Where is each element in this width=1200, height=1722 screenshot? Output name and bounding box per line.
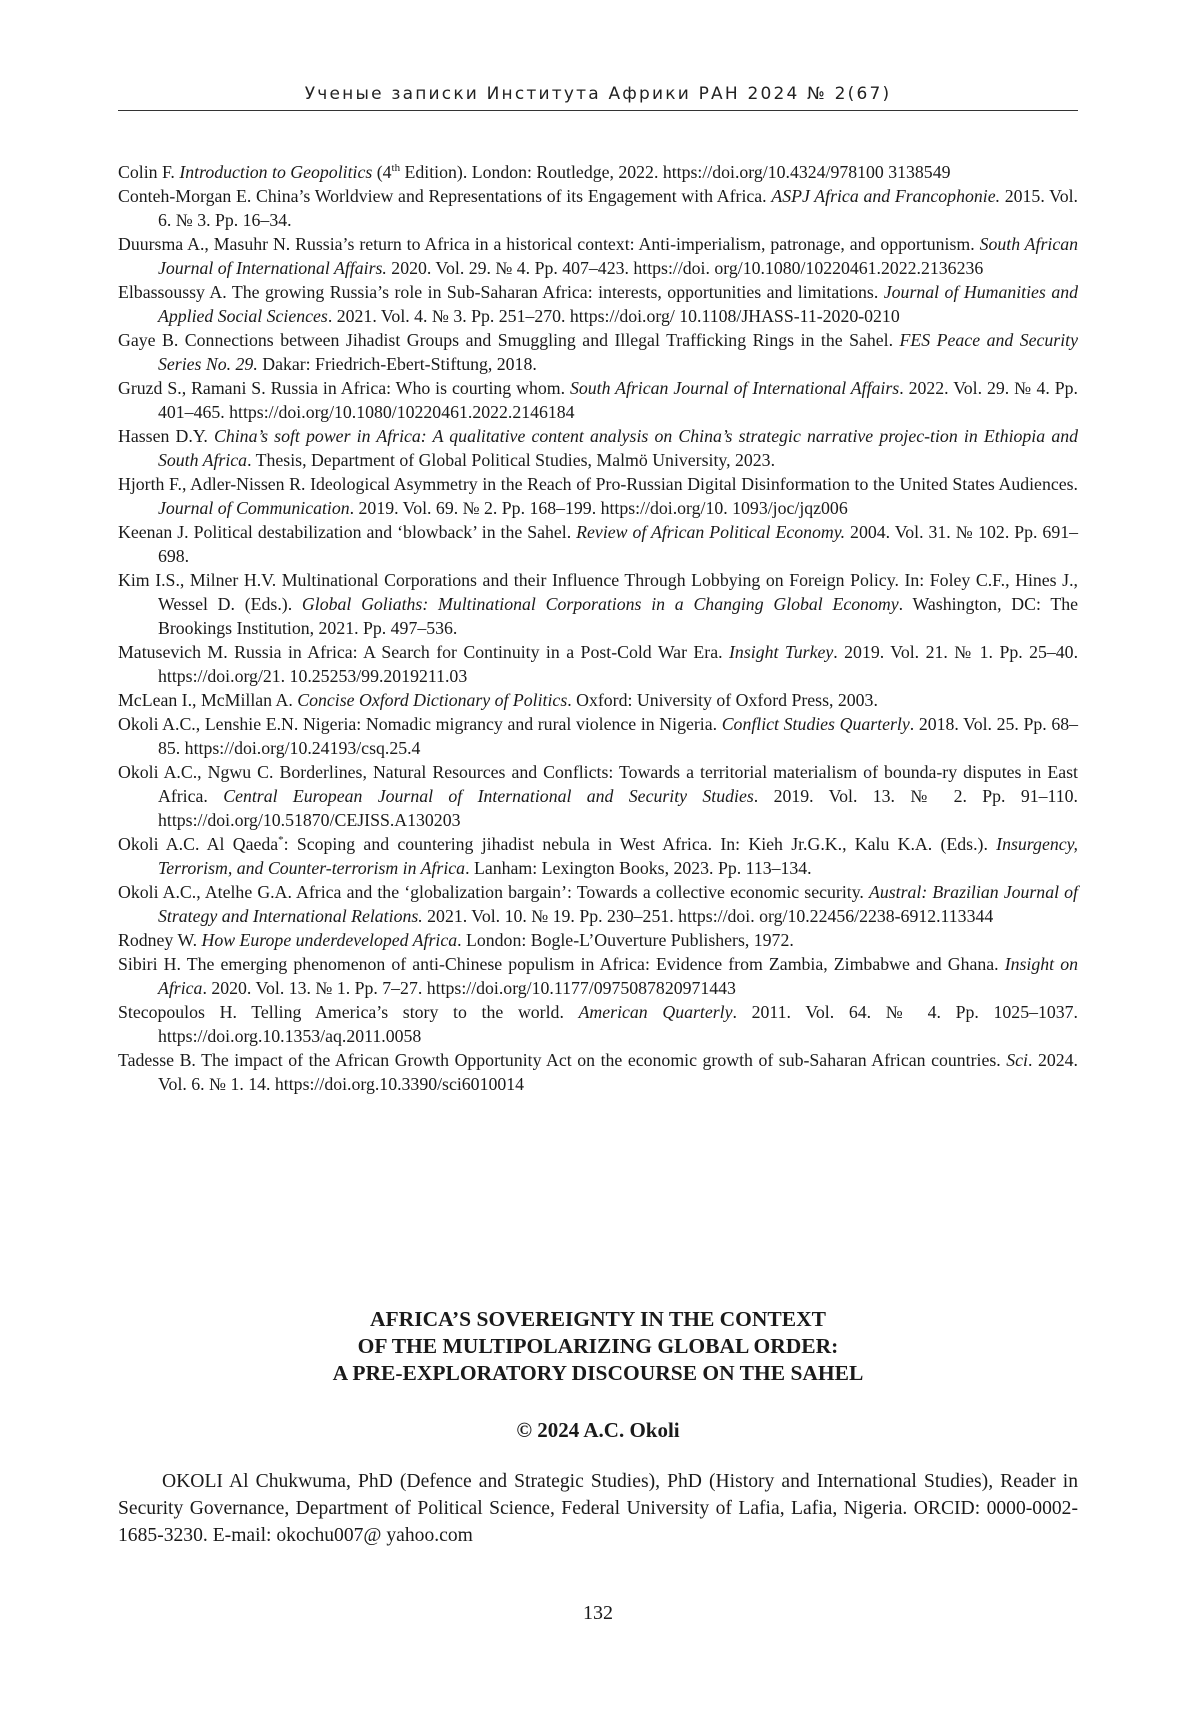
reference-text: Stecopoulos H. Telling America’s story to the world. <box>118 1002 579 1022</box>
reference-text: Matusevich M. Russia in Africa: A Search for Continuity in a Post-Cold War Era. <box>118 642 730 662</box>
reference-text: Okoli A.C., Lenshie E.N. Nigeria: Nomadic migrancy and rural violence in Nigeria. <box>118 714 722 734</box>
reference-entry <box>118 928 1078 952</box>
reference-text: Conteh-Morgan E. China’s Worldview and Representations of its Engagement with Africa. <box>118 186 772 206</box>
page-number: 132 <box>583 1602 613 1624</box>
reference-italic-text: Insight Turkey <box>729 642 834 662</box>
reference-italic-text: Insurgency, Terrorism, and Counter-terrorism in Africa <box>158 834 1078 878</box>
reference-italic-text: Conflict Studies Quarterly <box>721 714 910 734</box>
reference-italic-text: Journal of Communication <box>158 498 350 518</box>
reference-entry <box>118 688 1078 712</box>
reference-entry <box>118 376 1078 424</box>
reference-text: Keenan J. Political destabilization and ‘blowback’ in the Sahel. <box>118 522 577 542</box>
reference-text: . Oxford: University of Oxford Press, 2003. <box>567 690 878 710</box>
reference-text: . 2018. Vol. 25. Pp. 68–85. https://doi.org/10.24193/csq.25.4 <box>158 714 1078 758</box>
reference-text: . Thesis, Department of Global Political Studies, Malmö University, 2023. <box>247 450 776 470</box>
reference-text: Kim I.S., Milner H.V. Multinational Corporations and their Influence Through Lobbying on Foreign Policy. In: Foley C.F., Hines J., Wessel D. (Eds.). <box>118 570 1078 614</box>
reference-italic-text: Austral: Brazilian Journal of Strategy and International Relations. <box>158 882 1078 926</box>
reference-italic-text: Introduction to Geopolitics <box>179 162 373 182</box>
reference-text: (4 <box>372 162 392 182</box>
reference-entry <box>118 832 1078 880</box>
reference-text: 2021. Vol. 10. № 19. Pp. 230–251. https://doi. org/10.22456/2238-6912.113344 <box>422 906 994 926</box>
reference-italic-text: American Quarterly <box>578 1002 733 1022</box>
reference-italic-text: Concise Oxford Dictionary of Politics <box>297 690 568 710</box>
reference-entry <box>118 472 1078 520</box>
reference-text: 2015. Vol. 6. № 3. Pp. 16–34. <box>158 186 1078 230</box>
reference-entry <box>118 1048 1078 1096</box>
reference-text: . 2019. Vol. 21. № 1. Pp. 25–40. https://doi.org/21. 10.25253/99.2019211.03 <box>158 642 1079 686</box>
reference-entry <box>118 640 1078 688</box>
article-title-line: OF THE MULTIPOLARIZING GLOBAL ORDER: <box>357 1334 839 1358</box>
reference-entry <box>118 760 1078 832</box>
reference-text: Duursma A., Masuhr N. Russia’s return to Africa in a historical context: Anti-imperialism, patronage, and opportunism. <box>118 234 980 254</box>
reference-text: : Scoping and countering jihadist nebula in West Africa. In: Kieh Jr.G.K., Kalu K.A. (Eds.). <box>283 834 997 854</box>
reference-text: . 2022. Vol. 29. № 4. Pp. 401–465. https://doi.org/10.1080/10220461.2022.2146184 <box>158 378 1078 422</box>
reference-text: McLean I., McMillan A. <box>118 690 298 710</box>
reference-italic-text: ASPJ Africa and Francophonie. <box>771 186 1001 206</box>
reference-text: Colin F. <box>118 162 180 182</box>
copyright-line: © 2024 A.C. Okoli <box>516 1418 680 1442</box>
reference-entry <box>118 952 1078 1000</box>
reference-italic-text: China’s soft power in Africa: A qualitative content analysis on China’s strategic narrative projec-tion in Ethiopia and South Africa <box>158 426 1078 470</box>
reference-text: . 2011. Vol. 64. № 4. Pp. 1025–1037. https://doi.org.10.1353/aq.2011.0058 <box>158 1002 1078 1046</box>
article-title <box>118 1306 1078 1387</box>
reference-text: . 2020. Vol. 13. № 1. Pp. 7–27. https://doi.org/10.1177/0975087820971443 <box>202 978 736 998</box>
reference-text: 2004. Vol. 31. № 102. Pp. 691–698. <box>158 522 1078 566</box>
reference-entry <box>118 520 1078 568</box>
reference-text: Gruzd S., Ramani S. Russia in Africa: Who is courting whom. <box>118 378 570 398</box>
reference-text: Sibiri H. The emerging phenomenon of anti-Chinese populism in Africa: Evidence from Zambia, Zimbabwe and Ghana. <box>118 954 1005 974</box>
reference-italic-text: FES Peace and Security Series No. 29. <box>158 330 1078 374</box>
article-title-line: A PRE-EXPLORATORY DISCOURSE ON THE SAHEL <box>332 1361 864 1385</box>
reference-text: Hjorth F., Adler-Nissen R. Ideological Asymmetry in the Reach of Pro-Russian Digital Disinformation to the United States Audiences. <box>118 474 1078 494</box>
reference-italic-text: Sci <box>1006 1050 1028 1070</box>
reference-text: Tadesse B. The impact of the African Growth Opportunity Act on the economic growth of sub-Saharan African countries. <box>118 1050 1007 1070</box>
reference-superscript: * <box>278 834 284 847</box>
reference-entry <box>118 160 1078 184</box>
reference-italic-text: Central European Journal of International and Security Studies <box>223 786 754 806</box>
reference-entry <box>118 232 1078 280</box>
reference-text: . 2019. Vol. 69. № 2. Pp. 168–199. https://doi.org/10. 1093/joc/jqz006 <box>349 498 848 518</box>
reference-italic-text: How Europe underdeveloped Africa <box>201 930 458 950</box>
reference-italic-text: Insight on Africa <box>158 954 1078 998</box>
reference-superscript: th <box>391 162 401 175</box>
reference-entry <box>118 424 1078 472</box>
reference-italic-text: Global Goliaths: Multinational Corporations in a Changing Global Economy <box>301 594 899 614</box>
reference-text: . 2019. Vol. 13. № 2. Pp. 91–110. https://doi.org/10.51870/CEJISS.A130203 <box>158 786 1078 830</box>
reference-list <box>118 160 1078 1096</box>
reference-text: 2020. Vol. 29. № 4. Pp. 407–423. https://doi. org/10.1080/10220461.2022.2136236 <box>386 258 984 278</box>
reference-text: . 2021. Vol. 4. № 3. Pp. 251–270. https://doi.org/ 10.1108/JHASS-11-2020-0210 <box>327 306 900 326</box>
reference-italic-text: Review of African Political Economy. <box>576 522 846 542</box>
reference-text: Dakar: Friedrich-Ebert-Stiftung, 2018. <box>257 354 537 374</box>
reference-italic-text: South African Journal of International Affairs. <box>158 234 1078 278</box>
reference-text: Okoli A.C. Al Qaeda <box>118 834 279 854</box>
author-info: OKOLI Al Chukwuma, PhD (Defence and Strategic Studies), PhD (History and International Studies), Reader in Security Governance, Department of Political Science, Federal University of Lafia, Lafia, Nigeria. ORCID: 0000-0002-1685-3230. E-mail: okochu007@ yahoo.com <box>118 1471 1078 1546</box>
reference-text: . Washington, DC: The Brookings Institution, 2021. Pp. 497–536. <box>158 594 1079 638</box>
reference-text: Elbassoussy A. The growing Russia’s role in Sub-Saharan Africa: interests, opportunities and limitations. <box>118 282 884 302</box>
reference-entry <box>118 328 1078 376</box>
reference-text: Edition). London: Routledge, 2022. https://doi.org/10.4324/978100 3138549 <box>400 162 951 182</box>
article-title-line: AFRICA’S SOVEREIGNTY IN THE CONTEXT <box>370 1307 826 1331</box>
reference-text: . London: Bogle-L’Ouverture Publishers, 1972. <box>457 930 794 950</box>
reference-entry <box>118 568 1078 640</box>
reference-italic-text: South African Journal of International Affairs <box>569 378 900 398</box>
reference-text: . Lanham: Lexington Books, 2023. Pp. 113–134. <box>465 858 812 878</box>
reference-text: Okoli A.C., Ngwu C. Borderlines, Natural Resources and Conflicts: Towards a territorial materialism of bounda-ry disputes in East Africa. <box>118 762 1078 806</box>
reference-entry <box>118 1000 1078 1048</box>
reference-entry <box>118 712 1078 760</box>
reference-text: Hassen D.Y. <box>118 426 214 446</box>
running-header: Ученые записки Института Африки РАН 2024 № 2(67) <box>304 84 892 104</box>
reference-text: Rodney W. <box>118 930 202 950</box>
header-divider <box>118 110 1078 111</box>
reference-text: . 2024. Vol. 6. № 1. 14. https://doi.org.10.3390/sci6010014 <box>158 1050 1078 1094</box>
reference-entry <box>118 280 1078 328</box>
reference-entry <box>118 184 1078 232</box>
reference-text: Gaye B. Connections between Jihadist Groups and Smuggling and Illegal Trafficking Rings in the Sahel. <box>118 330 900 350</box>
reference-italic-text: Journal of Humanities and Applied Social Sciences <box>158 282 1079 326</box>
reference-entry <box>118 880 1078 928</box>
reference-text: Okoli A.C., Atelhe G.A. Africa and the ‘globalization bargain’: Towards a collective economic security. <box>118 882 869 902</box>
